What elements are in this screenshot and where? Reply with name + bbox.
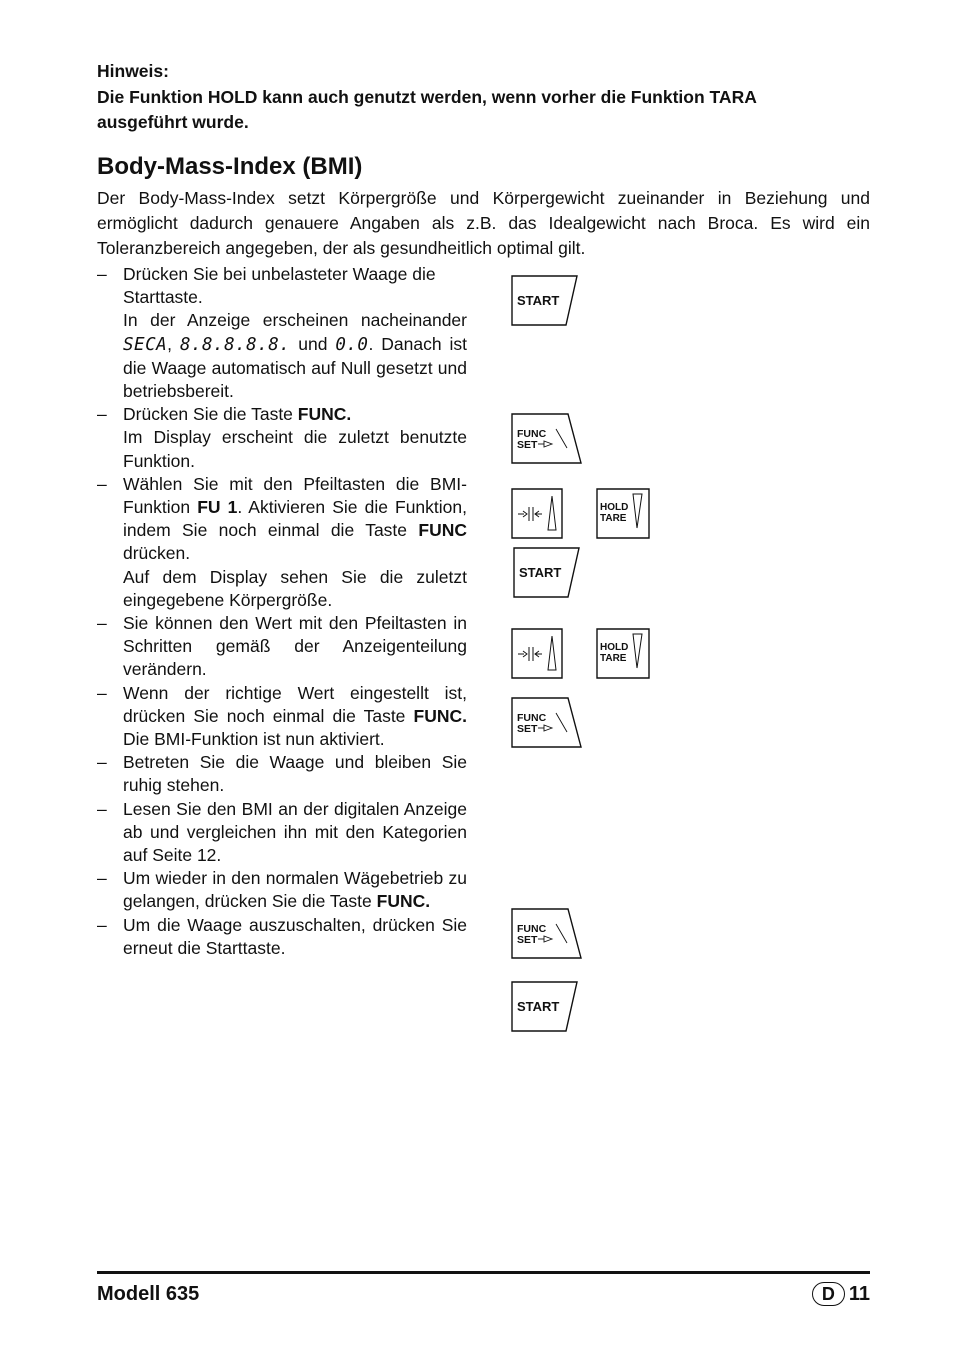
step-text-bold: FUNC. — [297, 404, 352, 425]
list-dash: – — [97, 473, 107, 494]
intro-paragraph: Der Body-Mass-Index setzt Körpergröße und Körpergewicht zueinander in Beziehung und ermöglicht dadurch genauere Angaben als z.B. das Idealgewicht nach Broca. Es wird ein Toleranzbereich angegeben, der als gesundheitlich optimal gilt. — [97, 188, 870, 258]
step-text-bold: FUNC. — [376, 891, 431, 912]
step-text-bold: FU 1 — [197, 497, 238, 518]
step-4 — [97, 612, 467, 682]
step-9 — [97, 914, 467, 960]
step-text — [123, 682, 467, 752]
display-readout: SECA — [123, 334, 168, 355]
start-key — [511, 981, 579, 1033]
func-key-label-2: SET — [517, 723, 538, 735]
step-2 — [97, 403, 467, 473]
arrow-keys — [511, 628, 565, 680]
func-set-key — [511, 697, 583, 749]
step-1 — [97, 263, 467, 403]
step-text: Lesen Sie den BMI an der digitalen Anzeige ab und vergleichen ihn mit den Kategorien auf Seite 12. — [123, 798, 467, 866]
list-dash: – — [97, 868, 107, 889]
note-label: Hinweis: — [97, 61, 169, 81]
list-dash: – — [97, 752, 107, 773]
step-6 — [97, 751, 467, 797]
step-text: Um die Waage auszuschalten, drücken Sie erneut die Starttaste. — [123, 914, 467, 958]
step-3 — [97, 473, 467, 612]
list-dash: – — [97, 682, 107, 703]
hold-key-label-2: TARE — [600, 653, 627, 664]
step-text-part: Wenn der richtige Wert eingestellt ist, drücken Sie noch einmal die Taste — [123, 682, 467, 726]
hold-key-label-1: HOLD — [600, 642, 629, 653]
list-dash: – — [97, 404, 107, 425]
step-text — [123, 473, 467, 566]
hold-tare-key — [596, 488, 652, 540]
step-text-bold: FUNC. — [413, 705, 467, 726]
step-text: Drücken Sie bei unbelasteter Waage die Starttaste. — [123, 264, 436, 308]
step-5 — [97, 682, 467, 752]
step-text: Auf dem Display sehen Sie die zuletzt eingegebene Körpergröße. — [123, 566, 467, 610]
note-block — [97, 59, 872, 136]
note-line-2: ausgeführt wurde. — [97, 112, 249, 132]
start-key — [511, 275, 579, 327]
step-text-part: . Danach ist die Waage automatisch auf Null gesetzt und betriebsbereit. — [123, 333, 467, 402]
start-key — [513, 547, 581, 599]
page-number: 11 — [848, 1283, 870, 1305]
step-text — [123, 309, 467, 403]
step-8 — [97, 867, 467, 913]
step-text: Sie können den Wert mit den Pfeiltasten in Schritten gemäß der Anzeigenteilung verändern. — [123, 613, 467, 680]
list-dash: – — [97, 264, 107, 284]
step-text-bold: FUNC — [418, 520, 467, 541]
step-text — [123, 403, 467, 426]
step-text-part: Drücken Sie die Taste — [123, 404, 293, 425]
step-text-part: Die BMI-Funktion ist nun aktiviert. — [123, 729, 385, 750]
footer-rule — [97, 1271, 870, 1274]
footer-model: Modell 635 — [97, 1283, 200, 1305]
step-text: Betreten Sie die Waage und bleiben Sie ruhig stehen. — [123, 752, 467, 796]
start-key-label: START — [519, 565, 562, 580]
step-text-part: In der Anzeige erscheinen nacheinander — [123, 310, 467, 331]
step-text-part: . Aktivieren Sie die Funktion, indem Sie noch einmal die Taste — [123, 497, 467, 541]
step-text-part: Wählen Sie mit den Pfeiltasten die BMI-Funktion — [123, 473, 467, 518]
list-dash: – — [97, 613, 107, 634]
step-text — [123, 867, 467, 913]
page-title: Body-Mass-Index (BMI) — [97, 153, 363, 180]
func-set-key — [511, 413, 583, 465]
note-line-1: Die Funktion HOLD kann auch genutzt werden, wenn vorher die Funktion TARA — [97, 86, 757, 107]
language-badge: D — [812, 1282, 845, 1306]
list-dash: – — [97, 798, 107, 819]
display-readout: 8.8.8.8.8. — [179, 334, 291, 355]
step-text-part: drücken. — [123, 543, 191, 564]
func-key-label-1: FUNC — [517, 712, 547, 724]
func-key-label-1: FUNC — [517, 923, 547, 935]
func-key-label-2: SET — [517, 439, 538, 451]
list-dash: – — [97, 914, 107, 935]
hold-key-label-2: TARE — [600, 513, 627, 524]
func-key-label-2: SET — [517, 934, 538, 946]
step-7 — [97, 798, 467, 868]
step-text-part: , — [167, 333, 173, 354]
step-text-part: Um wieder in den normalen Wägebetrieb zu gelangen, drücken Sie die Taste — [123, 868, 467, 912]
start-key-label: START — [517, 293, 560, 308]
step-text-part: und — [298, 333, 328, 354]
footer-page-number — [812, 1280, 870, 1308]
hold-tare-key — [596, 628, 652, 680]
instruction-list — [97, 263, 467, 960]
arrow-keys — [511, 488, 565, 540]
display-readout: 0.0 — [335, 334, 369, 355]
func-key-label-1: FUNC — [517, 428, 547, 440]
start-key-label: START — [517, 999, 560, 1014]
hold-key-label-1: HOLD — [600, 502, 629, 513]
step-text: Im Display erscheint die zuletzt benutzte Funktion. — [123, 427, 467, 471]
func-set-key — [511, 908, 583, 960]
